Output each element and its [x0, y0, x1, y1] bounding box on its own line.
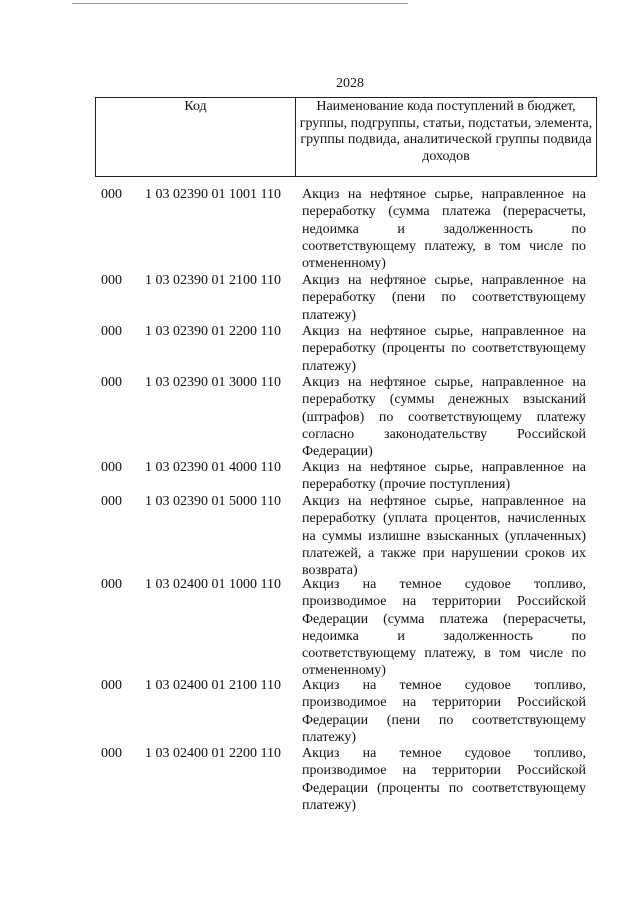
revenue-code: 1 03 02400 01 2200 110 — [145, 746, 281, 761]
admin-code: 000 — [101, 460, 122, 475]
admin-code: 000 — [101, 187, 122, 202]
revenue-name: Акциз на нефтяное сырье, направленное на переработку (уплата процентов, начисленных на суммы излишне взысканных (уплаченных) платежей, а также при нарушении сроков их возврата) — [302, 494, 586, 579]
revenue-name: Акциз на темное судовое топливо, производимое на территории Российской Федерации (проценты по соответствующему платежу) — [302, 746, 586, 813]
revenue-code: 1 03 02390 01 2100 110 — [145, 273, 281, 288]
revenue-name: Акциз на темное судовое топливо, производимое на территории Российской Федерации (пени по соответствующему платежу) — [302, 678, 586, 745]
revenue-code: 1 03 02390 01 5000 110 — [145, 494, 281, 509]
admin-code: 000 — [101, 678, 122, 693]
admin-code: 000 — [101, 746, 122, 761]
page-number: 2028 — [336, 76, 364, 91]
revenue-code: 1 03 02390 01 2200 110 — [145, 324, 281, 339]
header-name-label: Наименование кода поступлений в бюджет, группы, подгруппы, статьи, подстатьи, элемента, группы подвида, аналитической группы подвида доходов — [299, 99, 593, 164]
revenue-code: 1 03 02390 01 4000 110 — [145, 460, 281, 475]
admin-code: 000 — [101, 375, 122, 390]
revenue-name: Акциз на нефтяное сырье, направленное на переработку (прочие поступления) — [302, 460, 586, 493]
revenue-name: Акциз на нефтяное сырье, направленное на переработку (суммы денежных взысканий (штрафов) по соответствующему платежу согласно законодательству Российской Федерации) — [302, 375, 586, 460]
revenue-code: 1 03 02390 01 1001 110 — [145, 187, 281, 202]
revenue-name: Акциз на нефтяное сырье, направленное на переработку (сумма платежа (перерасчеты, недоимка и задолженность по соответствующему платежу, в том числе по отмененному) — [302, 187, 586, 272]
revenue-code: 1 03 02400 01 1000 110 — [145, 577, 281, 592]
admin-code: 000 — [101, 324, 122, 339]
admin-code: 000 — [101, 273, 122, 288]
revenue-name: Акциз на нефтяное сырье, направленное на переработку (проценты по соответствующему платежу) — [302, 324, 586, 374]
admin-code: 000 — [101, 494, 122, 509]
top-scan-line — [72, 3, 408, 4]
revenue-code: 1 03 02390 01 3000 110 — [145, 375, 281, 390]
header-code-label: Код — [184, 99, 207, 114]
table-header — [95, 97, 597, 177]
revenue-name: Акциз на нефтяное сырье, направленное на переработку (пени по соответствующему платежу) — [302, 273, 586, 323]
revenue-code: 1 03 02400 01 2100 110 — [145, 678, 281, 693]
admin-code: 000 — [101, 577, 122, 592]
revenue-name: Акциз на темное судовое топливо, производимое на территории Российской Федерации (сумма платежа (перерасчеты, недоимка и задолженность по соответствующему платежу, в том числе по отмененному) — [302, 577, 586, 679]
